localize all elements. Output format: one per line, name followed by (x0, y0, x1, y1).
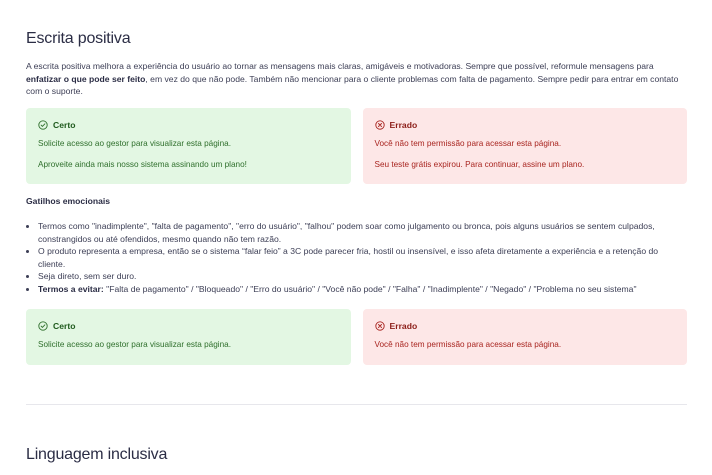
example-row-2 (26, 309, 687, 365)
wrong-card-header (375, 120, 676, 130)
x-circle-icon (375, 120, 385, 130)
check-circle-icon (38, 321, 48, 331)
correct-example-line: Solicite acesso ao gestor para visualizar esta página. (38, 139, 231, 148)
correct-example-line: Solicite acesso ao gestor para visualizar esta página. (38, 340, 231, 349)
wrong-example-line: Seu teste grátis expirou. Para continuar, assine um plano. (374, 160, 585, 169)
section-divider (26, 404, 687, 405)
correct-label: Certo (53, 321, 76, 331)
x-circle-icon (375, 321, 385, 331)
avoid-terms: "Falta de pagamento" / "Bloqueado" / "Erro do usuário" / "Você não pode" / "Falha" / "Inadimplente" / "Negado" / "Problema no seu sistema" (103, 283, 637, 294)
correct-card (26, 309, 351, 365)
intro-paragraph (26, 60, 687, 98)
wrong-card-header (375, 321, 676, 331)
intro-text-2: , em vez do que não pode. Também não mencionar para o cliente problemas com falta de pagamento. Sempre pedir para entrar em contato com o suporte. (26, 73, 679, 97)
avoid-label: Termos a evitar: (38, 283, 104, 294)
triggers-list (26, 220, 687, 296)
triggers-title: Gatilhos emocionais (26, 196, 111, 206)
correct-label: Certo (53, 120, 76, 130)
list-item: • Seja direto, sem ser duro. (38, 270, 687, 283)
intro-text-1: A escrita positiva melhora a experiência do usuário ao tornar as mensagens mais claras, amigáveis e motivadoras. Sempre que possível, reformule mensagens para (26, 61, 654, 71)
list-item-avoid-terms (38, 283, 687, 296)
wrong-card (363, 309, 688, 365)
correct-card-header (38, 321, 339, 331)
section-title: Escrita positiva (26, 30, 131, 47)
list-item: • O produto representa a empresa, então se o sistema “falar feio” a 3C pode parecer fria, hostil ou insensível, e isso afeta diretamente a experiência e a retenção do cliente. (38, 245, 687, 270)
example-row-1 (26, 108, 687, 184)
correct-card (26, 108, 351, 184)
correct-example-line: Aproveite ainda mais nosso sistema assinando um plano! (38, 160, 247, 169)
wrong-label: Errado (389, 120, 418, 130)
intro-emphasis: enfatizar o que pode ser feito (26, 73, 146, 84)
wrong-example-line: Você não tem permissão para acessar esta página. (374, 340, 562, 349)
wrong-card (363, 108, 688, 184)
check-circle-icon (38, 120, 48, 130)
list-item: • Termos como "inadimplente", "falta de pagamento", "erro do usuário", "falhou" podem soar como julgamento ou bronca, pois alguns usuários se sentem culpados, constrangidos ou até ofendidos, mesmo quando não tem razão. (38, 220, 687, 245)
wrong-label: Errado (389, 321, 418, 331)
next-section-title: Linguagem inclusiva (26, 446, 168, 463)
wrong-example-line: Você não tem permissão para acessar esta página. (374, 139, 562, 148)
correct-card-header (38, 120, 339, 130)
